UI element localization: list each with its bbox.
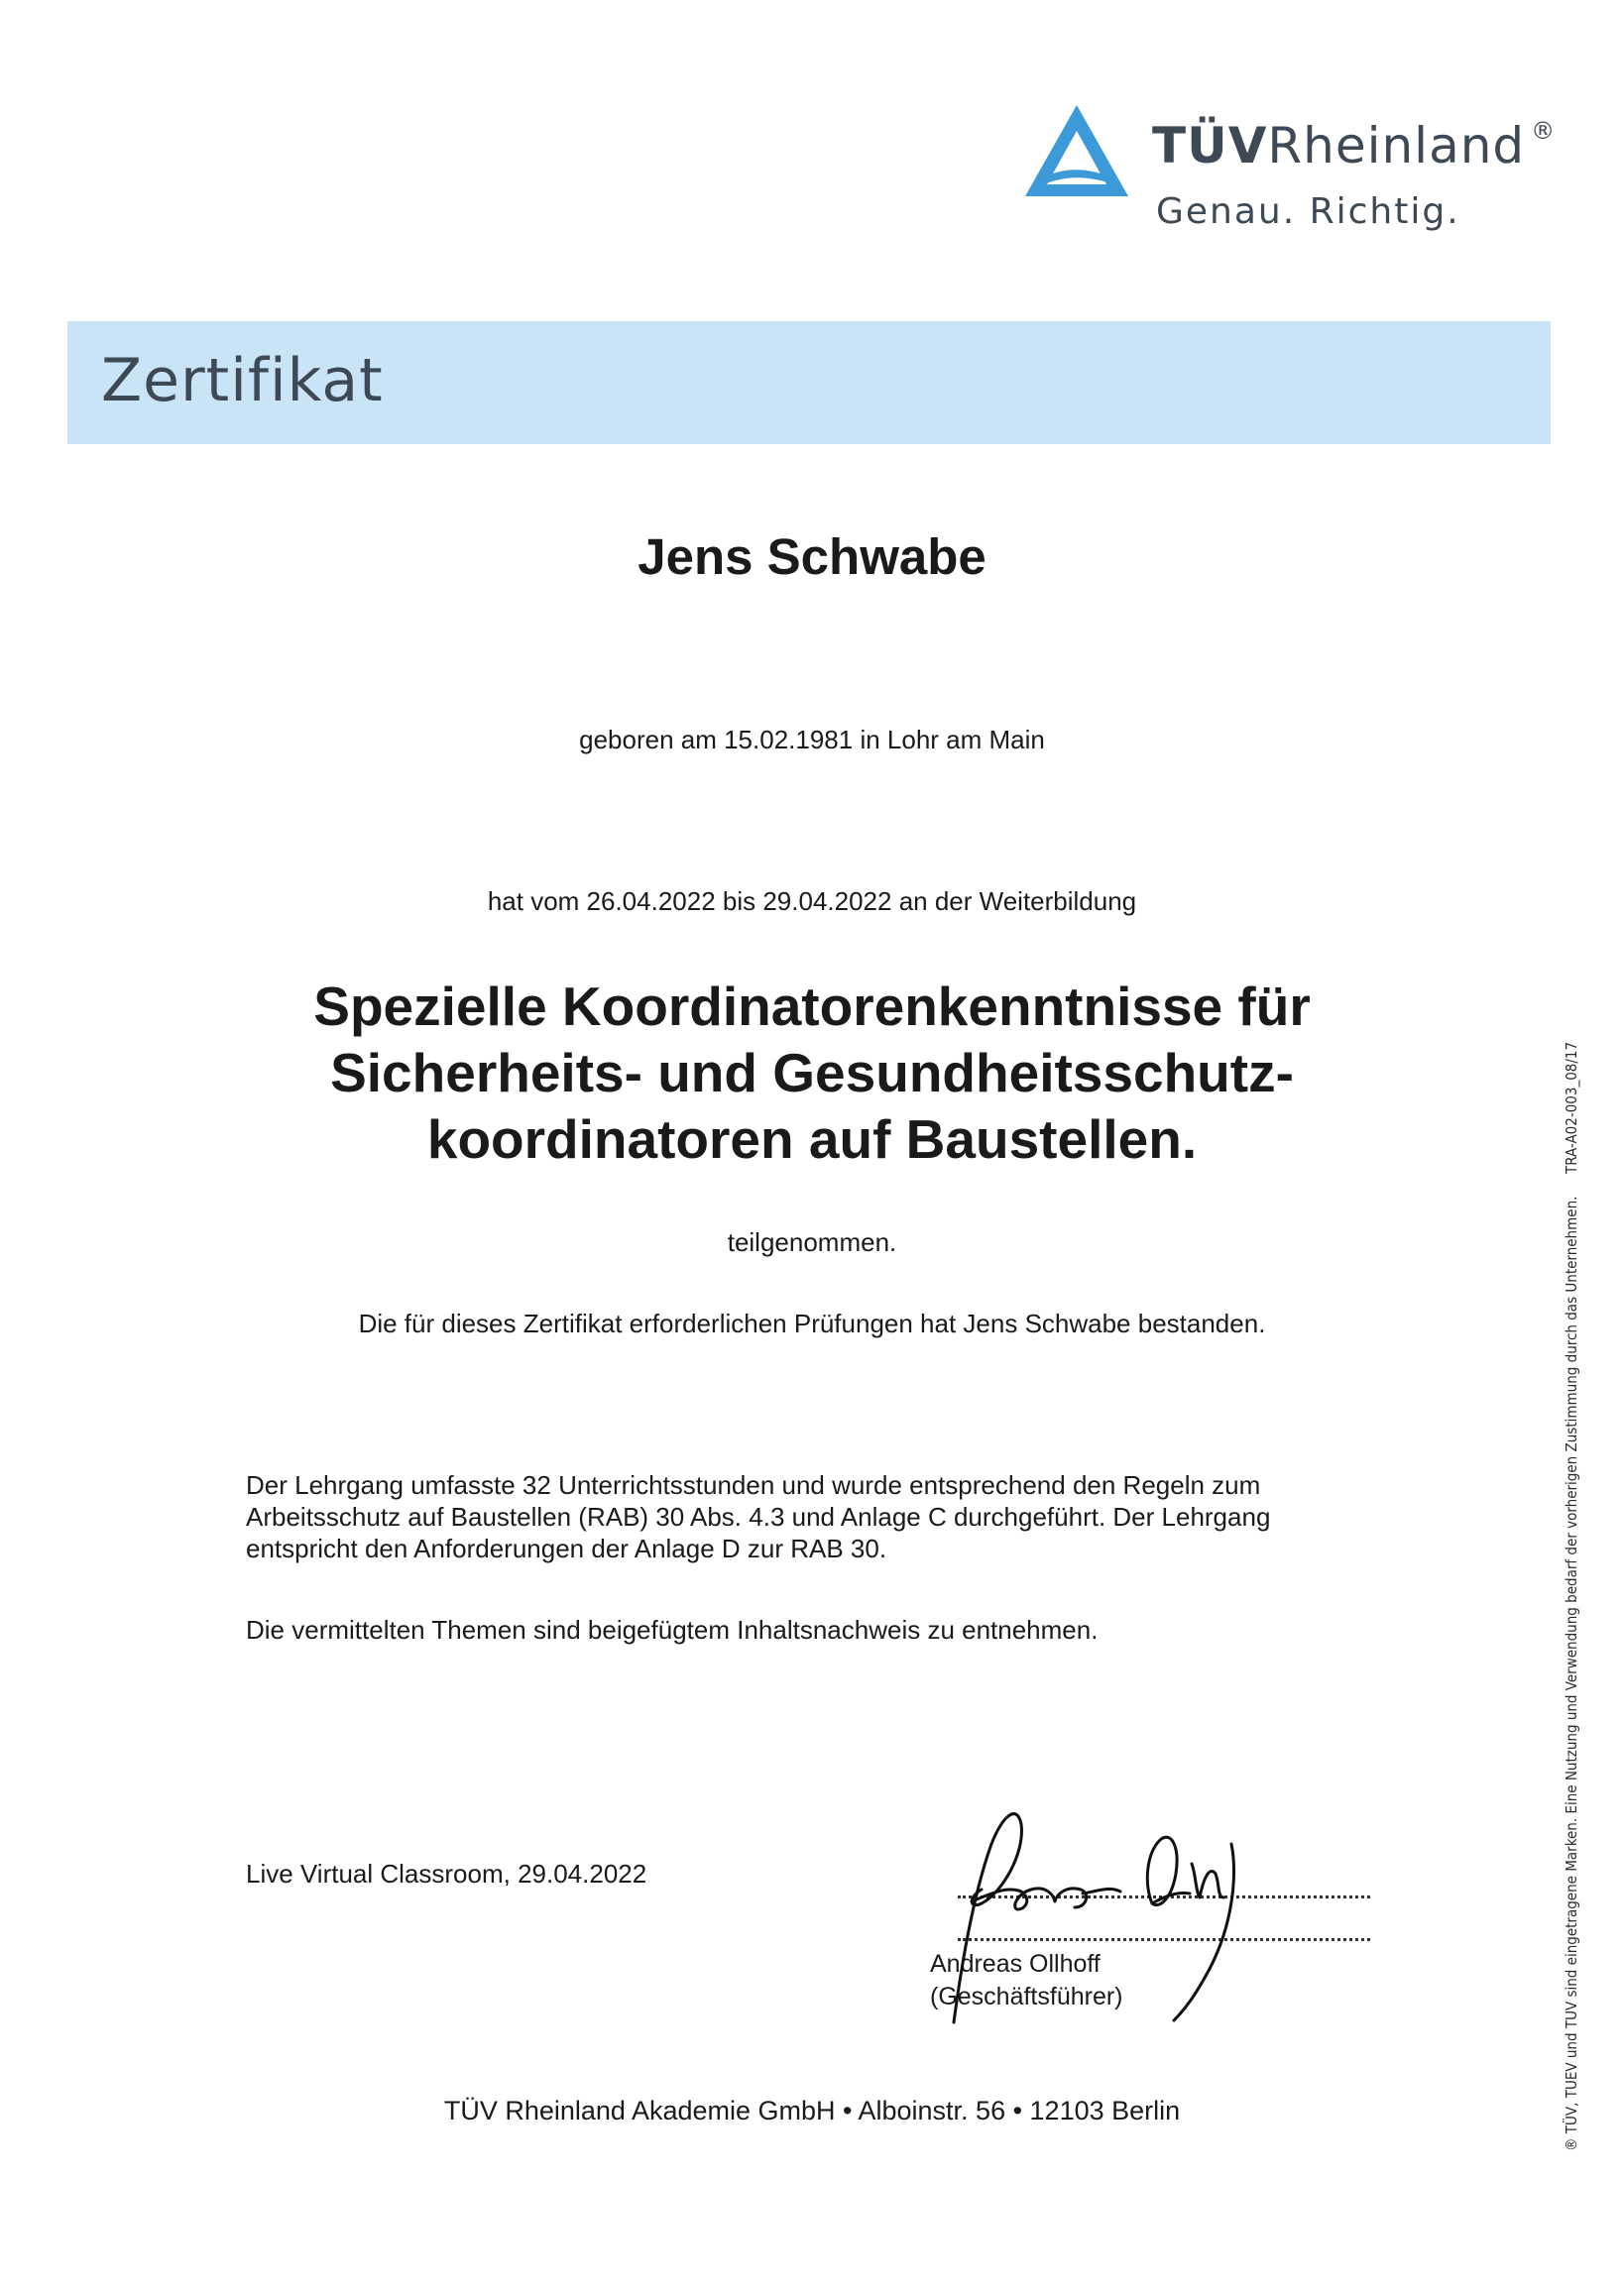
signer-role: (Geschäftsführer) [930, 1983, 1123, 2010]
triangle-logo-icon [1021, 101, 1132, 200]
course-title [0, 974, 1624, 1173]
paragraph-line: Arbeitsschutz auf Baustellen (RAB) 30 Abs. 4.3 und Anlage C durchgeführt. Der Lehrgang [246, 1502, 1271, 1532]
title-banner [67, 321, 1551, 444]
place-date: Live Virtual Classroom, 29.04.2022 [246, 1859, 647, 1889]
handwritten-signature [922, 1775, 1299, 2032]
course-title-line: Sicherheits- und Gesundheitsschutz- [330, 1042, 1294, 1103]
brand-name: TÜVRheinland ® [1152, 117, 1557, 174]
brand-slogan: Genau. Richtig. [1156, 191, 1460, 232]
document-title: Zertifikat [101, 346, 384, 415]
course-details-paragraph [246, 1469, 1270, 1564]
paragraph-line: Der Lehrgang umfasste 32 Unterrichtsstunden und wurde entsprechend den Regeln zum [246, 1470, 1261, 1500]
signer-name: Andreas Ollhoff [930, 1950, 1101, 1978]
birth-line: geboren am 15.02.1981 in Lohr am Main [579, 725, 1045, 754]
paragraph-line: entspricht den Anforderungen der Anlage D zur RAB 30. [246, 1534, 887, 1563]
course-title-line: Spezielle Koordinatorenkenntnisse für [313, 976, 1311, 1037]
period-line: hat vom 26.04.2022 bis 29.04.2022 an der Weiterbildung [487, 886, 1137, 916]
topics-paragraph: Die vermittelten Themen sind beigefügtem Inhaltsnachweis zu entnehmen. [246, 1615, 1099, 1645]
recipient-name: Jens Schwabe [638, 528, 986, 585]
course-title-line: koordinatoren auf Baustellen. [426, 1108, 1198, 1170]
form-code: TRA-A02-003_08/17 [1563, 1041, 1580, 1174]
legal-notice: ® TÜV, TUEV und TUV sind eingetragene Marken. Eine Nutzung und Verwendung bedarf der vorherigen Zustimmung durch das Unternehmen. [1563, 1196, 1580, 2151]
footer-address: TÜV Rheinland Akademie GmbH • Alboinstr. 56 • 12103 Berlin [443, 2096, 1181, 2125]
participated-line: teilgenommen. [727, 1227, 897, 1257]
exam-line: Die für dieses Zertifikat erforderlichen Prüfungen hat Jens Schwabe bestanden. [358, 1309, 1266, 1338]
tuv-rheinland-logo [1021, 99, 1576, 248]
